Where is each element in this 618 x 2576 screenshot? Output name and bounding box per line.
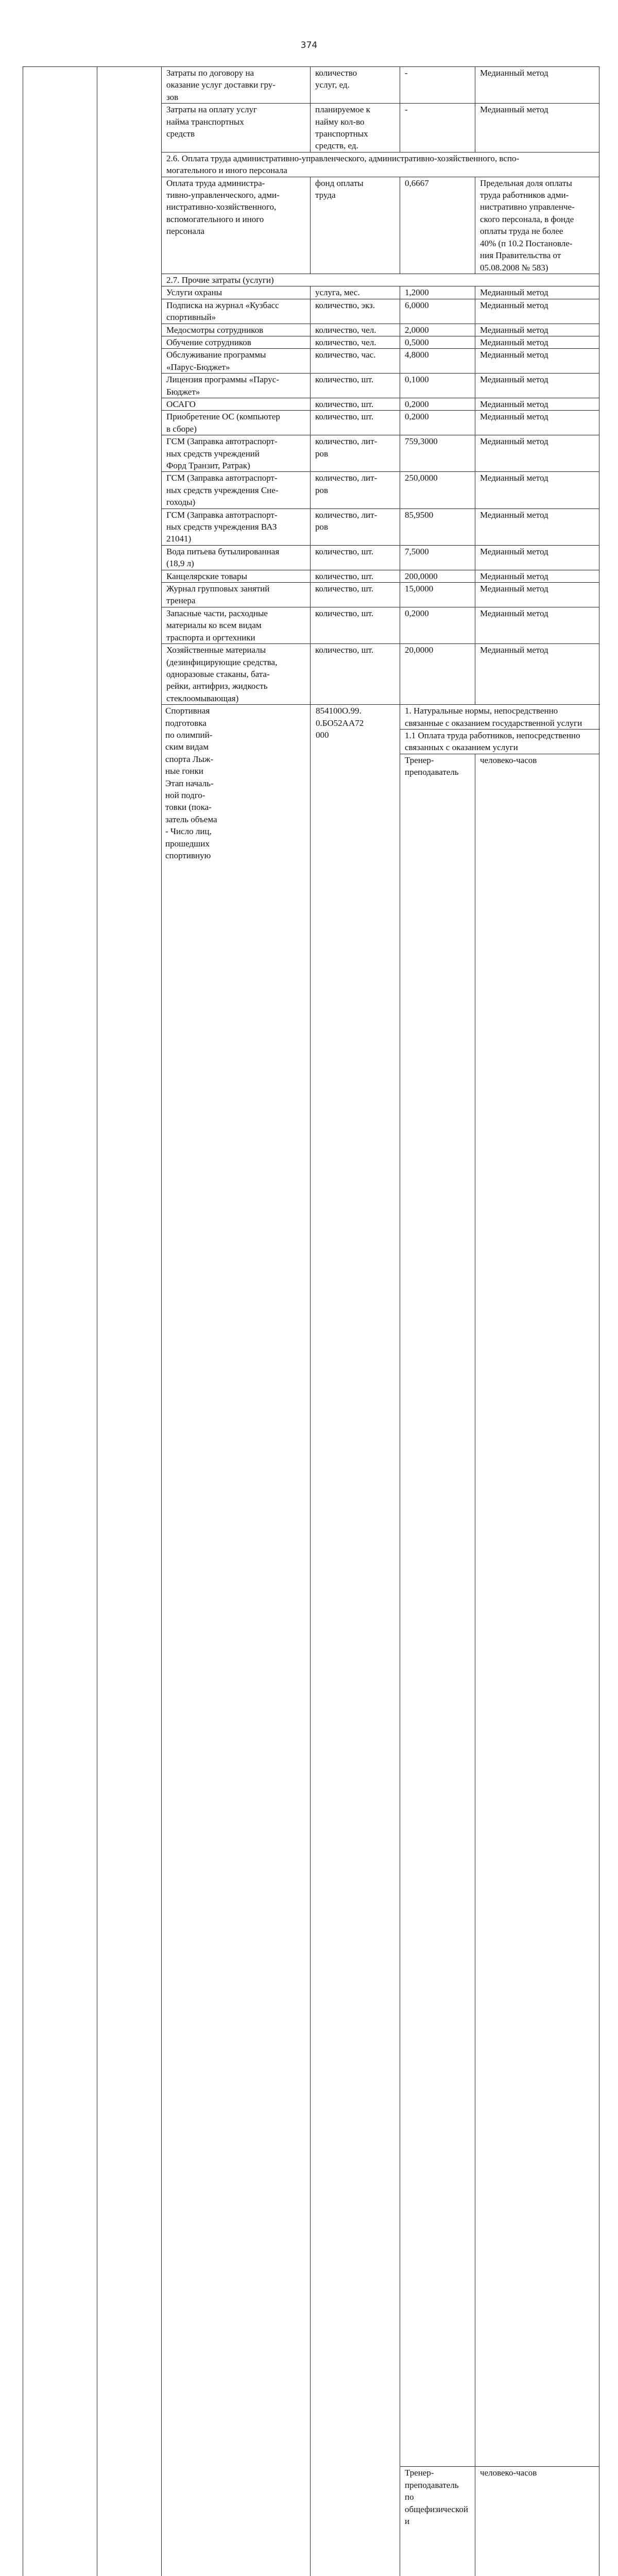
page-number: 374	[0, 40, 618, 50]
cost-unit: количество, шт.	[311, 570, 400, 582]
cost-unit: количество, лит- ров	[311, 435, 400, 472]
service-name: Спортивная подготовка по олимпий- ским видам спорта Лыж- ные гонки Этап началь- ной подго- товки (пока- затель объема - Число лиц, прошедших спортивную	[162, 705, 311, 2576]
cost-name: Журнал групповых занятий тренера	[162, 583, 311, 607]
cost-unit: человеко-часов	[475, 2467, 599, 2576]
cost-unit: количество, лит- ров	[311, 509, 400, 545]
cost-value: 6,0000	[400, 299, 475, 324]
cost-value: 85,9500	[400, 509, 475, 545]
cost-unit: количество, шт.	[311, 398, 400, 410]
cost-unit: количество услуг, ед.	[311, 67, 400, 104]
norms-table	[23, 66, 599, 2576]
cost-name: Подписка на журнал «Кузбасс спортивный»	[162, 299, 311, 324]
cost-unit: количество, шт.	[311, 607, 400, 643]
cost-method: Медианный метод	[475, 607, 599, 643]
table-row	[23, 67, 599, 104]
cost-value: 0,2000	[400, 411, 475, 435]
cost-name: Тренер-преподаватель по общефизической и	[400, 2467, 475, 2576]
cost-method: Медианный метод	[475, 583, 599, 607]
cost-unit: количество, чел.	[311, 336, 400, 348]
cost-method: Медианный метод	[475, 398, 599, 410]
cost-name: Медосмотры сотрудников	[162, 324, 311, 336]
section-1-1-heading: 1.1 Оплата труда работников, непосредственно связанных с оказанием услуги	[400, 729, 599, 754]
cost-method: Медианный метод	[475, 299, 599, 324]
cost-method: Медианный метод	[475, 509, 599, 545]
cost-method: Медианный метод	[475, 67, 599, 104]
cost-name: Обслуживание программы «Парус-Бюджет»	[162, 349, 311, 374]
cost-value: 4,8000	[400, 349, 475, 374]
cost-unit: количество, чел.	[311, 324, 400, 336]
cost-method: Медианный метод	[475, 435, 599, 472]
cost-unit: количество, час.	[311, 349, 400, 374]
section-1-heading: 1. Натуральные нормы, непосредственно связанные с оказанием государственной услуги	[400, 705, 599, 730]
cost-name: ГСМ (Заправка автотраспорт- ных средств учреждений Форд Транзит, Ратрак)	[162, 435, 311, 472]
cost-method: Медианный метод	[475, 472, 599, 509]
cost-unit: количество, шт.	[311, 644, 400, 705]
cost-value: 200,0000	[400, 570, 475, 582]
cost-value: 759,3000	[400, 435, 475, 472]
cost-name: Лицензия программы «Парус- Бюджет»	[162, 374, 311, 398]
section-2-6-heading: 2.6. Оплата труда административно-управленческого, административно-хозяйственного, вспо- могательного и иного персонала	[162, 152, 599, 177]
cost-method: Медианный метод	[475, 286, 599, 299]
cost-value: 0,6667	[400, 177, 475, 274]
cost-unit: количество, шт.	[311, 374, 400, 398]
cost-name: Хозяйственные материалы (дезинфицирующие средства, одноразовые стаканы, бата- рейки, антифриз, жидкость стеклоомывающая)	[162, 644, 311, 705]
section-2-7-heading: 2.7. Прочие затраты (услуги)	[162, 274, 599, 286]
cost-method: Медианный метод	[475, 324, 599, 336]
cost-method: Медианный метод	[475, 570, 599, 582]
cost-value: 0,2000	[400, 398, 475, 410]
service-name-cell-empty	[23, 67, 97, 2576]
cost-name: Тренер-преподаватель	[400, 754, 475, 2467]
cost-unit: услуга, мес.	[311, 286, 400, 299]
cost-value: -	[400, 67, 475, 104]
cost-unit: человеко-часов	[475, 754, 599, 2467]
cost-unit: количество, экз.	[311, 299, 400, 324]
cost-method: Медианный метод	[475, 374, 599, 398]
cost-name: Оплата труда администра- тивно-управленческого, адми- нистративно-хозяйственного, вспомогательного и иного персонала	[162, 177, 311, 274]
cost-value: 0,5000	[400, 336, 475, 348]
cost-name: Запасные части, расходные материалы ко всем видам траспорта и оргтехники	[162, 607, 311, 643]
cost-name: ГСМ (Заправка автотраспорт- ных средств учреждения Сне- гоходы)	[162, 472, 311, 509]
cost-unit: количество, лит- ров	[311, 472, 400, 509]
cost-unit: количество, шт.	[311, 583, 400, 607]
cost-name: Канцелярские товары	[162, 570, 311, 582]
cost-value: 2,0000	[400, 324, 475, 336]
cost-name: Вода питьева бутылированная (18,9 л)	[162, 545, 311, 570]
cost-method: Медианный метод	[475, 545, 599, 570]
cost-method: Медианный метод	[475, 411, 599, 435]
cost-method: Медианный метод	[475, 349, 599, 374]
cost-method: Медианный метод	[475, 104, 599, 152]
cost-value: 250,0000	[400, 472, 475, 509]
cost-value: 20,0000	[400, 644, 475, 705]
cost-value: 1,2000	[400, 286, 475, 299]
cost-method: Медианный метод	[475, 336, 599, 348]
cost-method: Предельная доля оплаты труда работников адми- нистративно управленче- ского персонала, в фонде оплаты труда не более 40% (п 10.2 Постановле- ния Правительства от 05.08.2008 № 583)	[475, 177, 599, 274]
cost-value: 0,2000	[400, 607, 475, 643]
cost-name: Затраты по договору на оказание услуг доставки гру- зов	[162, 67, 311, 104]
cost-value: -	[400, 104, 475, 152]
cost-name: ОСАГО	[162, 398, 311, 410]
service-code: 854100О.99. 0.БО52АА72 000	[311, 705, 400, 2576]
cost-unit: количество, шт.	[311, 411, 400, 435]
cost-name: Приобретение ОС (компьютер в сборе)	[162, 411, 311, 435]
cost-name: ГСМ (Заправка автотраспорт- ных средств учреждения ВАЗ 21041)	[162, 509, 311, 545]
cost-unit: количество, шт.	[311, 545, 400, 570]
service-code-cell-empty	[97, 67, 162, 2576]
cost-name: Обучение сотрудников	[162, 336, 311, 348]
cost-value: 0,1000	[400, 374, 475, 398]
cost-name: Услуги охраны	[162, 286, 311, 299]
cost-value: 15,0000	[400, 583, 475, 607]
cost-unit: планируемое к найму кол-во транспортных средств, ед.	[311, 104, 400, 152]
cost-unit: фонд оплаты труда	[311, 177, 400, 274]
cost-value: 7,5000	[400, 545, 475, 570]
cost-name: Затраты на оплату услуг найма транспортных средств	[162, 104, 311, 152]
cost-method: Медианный метод	[475, 644, 599, 705]
